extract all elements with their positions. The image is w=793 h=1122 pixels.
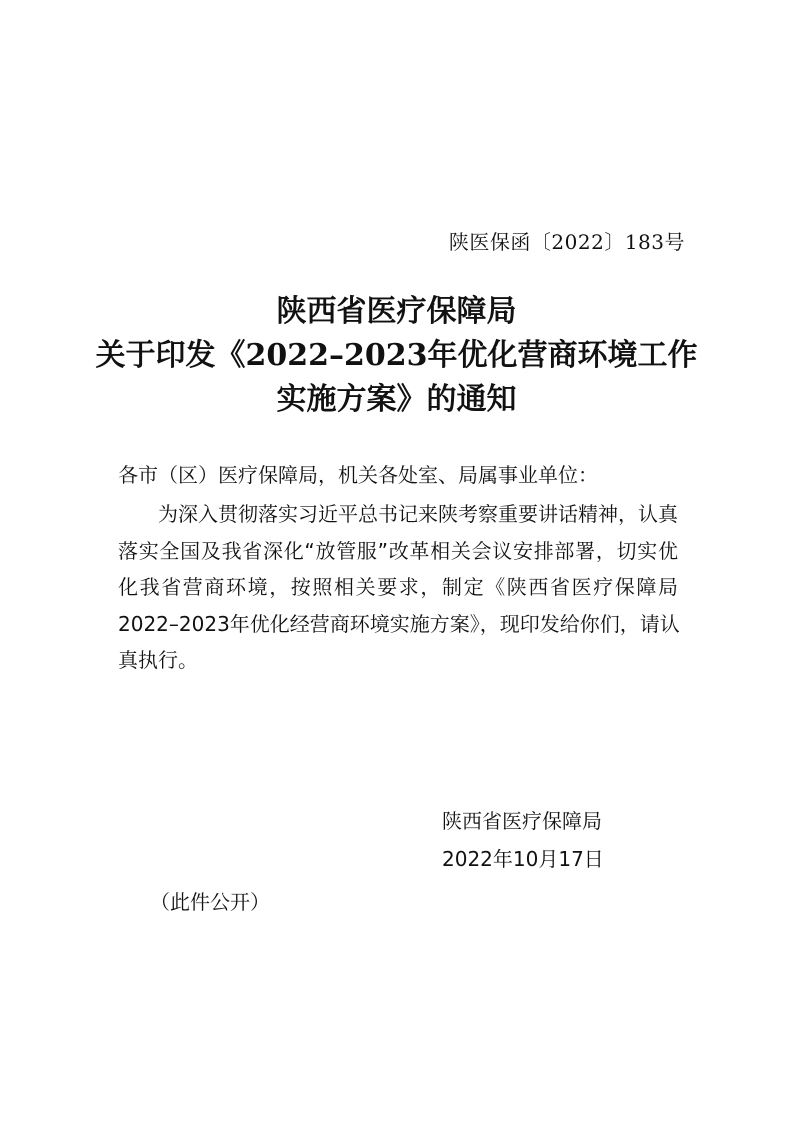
title-line-2: 关于印发《2022–2023年优化营商环境工作: [95, 338, 698, 373]
document-number: 陕医保函〔2022〕183号: [448, 230, 685, 254]
signature-block: [442, 802, 604, 878]
title-line-3: 实施方案》的通知: [276, 382, 517, 417]
salutation: 各市（区）医疗保障局，机关各处室、局属事业单位：: [118, 463, 598, 487]
issuing-authority: 陕西省医疗保障局: [442, 809, 602, 833]
body-line-2: 落实全国及我省深化“放管服”改革相关会议安排部署，切实优: [118, 538, 678, 563]
body-paragraph: [118, 496, 678, 679]
document-title: [0, 290, 793, 422]
body-line-3: 化我省营商环境，按照相关要求，制定《陕西省医疗保障局: [118, 575, 678, 600]
issue-date: 2022年10月17日: [442, 847, 604, 871]
public-disclosure-note: （此件公开）: [150, 890, 270, 914]
body-line-4: 2022–2023年优化经营商环境实施方案》，现印发给你们，请认: [118, 611, 680, 636]
title-line-1: 陕西省医疗保障局: [276, 294, 517, 329]
body-line-1: 为深入贯彻落实习近平总书记来陕考察重要讲话精神，认真: [158, 502, 678, 526]
body-line-5: 真执行。: [118, 648, 198, 673]
